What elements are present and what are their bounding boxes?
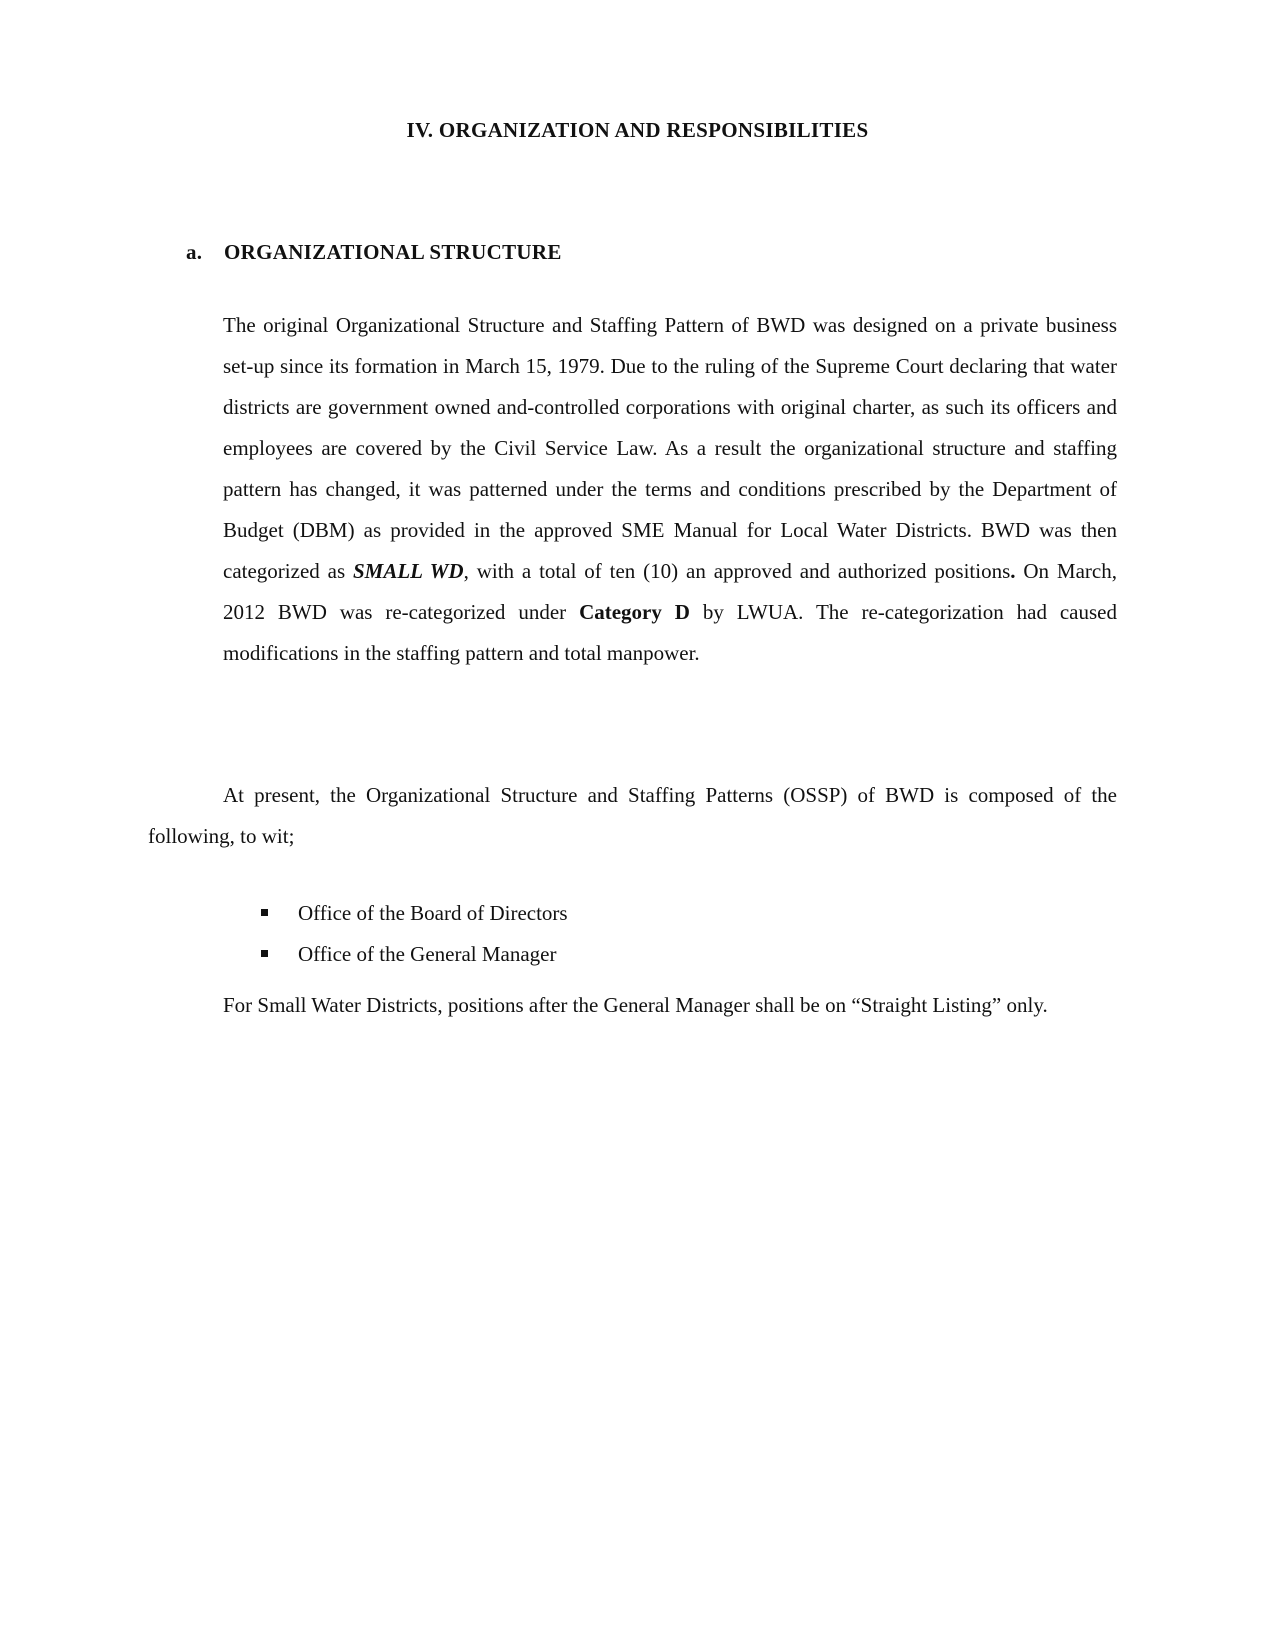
small-wd-emphasis: SMALL WD xyxy=(353,559,464,583)
paragraph-original-structure xyxy=(223,305,1117,674)
office-list xyxy=(261,893,568,975)
square-bullet-icon xyxy=(261,950,268,957)
paragraph1-text-c: On March, 2012 BWD was re-categorized under xyxy=(223,559,1117,624)
list-item-text: Office of the General Manager xyxy=(298,942,557,966)
square-bullet-icon xyxy=(261,909,268,916)
page-title: IV. ORGANIZATION AND RESPONSIBILITIES xyxy=(406,118,869,142)
section-heading-text: ORGANIZATIONAL STRUCTURE xyxy=(224,240,562,264)
paragraph-straight-listing: For Small Water Districts, positions after the General Manager shall be on “Straight Listing” only. xyxy=(223,993,1048,1017)
paragraph-present-ossp: At present, the Organizational Structure and Staffing Patterns (OSSP) of BWD is composed of the following, to wit; xyxy=(148,783,1117,848)
list-item xyxy=(261,893,568,934)
list-item-text: Office of the Board of Directors xyxy=(298,901,568,925)
paragraph1-text-a: The original Organizational Structure and Staffing Pattern of BWD was designed on a private business set-up since its formation in March 15, 1979. Due to the ruling of the Supreme Court declaring that water districts are government owned and-controlled corporations with original charter, as such its officers and employees are covered by the Civil Service Law. As a result the organizational structure and staffing pattern has changed, it was patterned under the terms and conditions prescribed by the Department of Budget (DBM) as provided in the approved SME Manual for Local Water Districts. BWD was then categorized as xyxy=(223,313,1117,583)
category-d-emphasis: Category D xyxy=(579,600,690,624)
paragraph1-text-d: by LWUA. The re-categorization had caused modifications in the staffing pattern and total manpower. xyxy=(223,600,1117,665)
section-heading xyxy=(186,240,562,265)
section-marker: a. xyxy=(186,240,203,264)
list-item xyxy=(261,934,568,975)
paragraph1-text-b: , with a total of ten (10) an approved and authorized positions xyxy=(463,559,1011,583)
paragraph1-period: . xyxy=(1010,559,1016,583)
